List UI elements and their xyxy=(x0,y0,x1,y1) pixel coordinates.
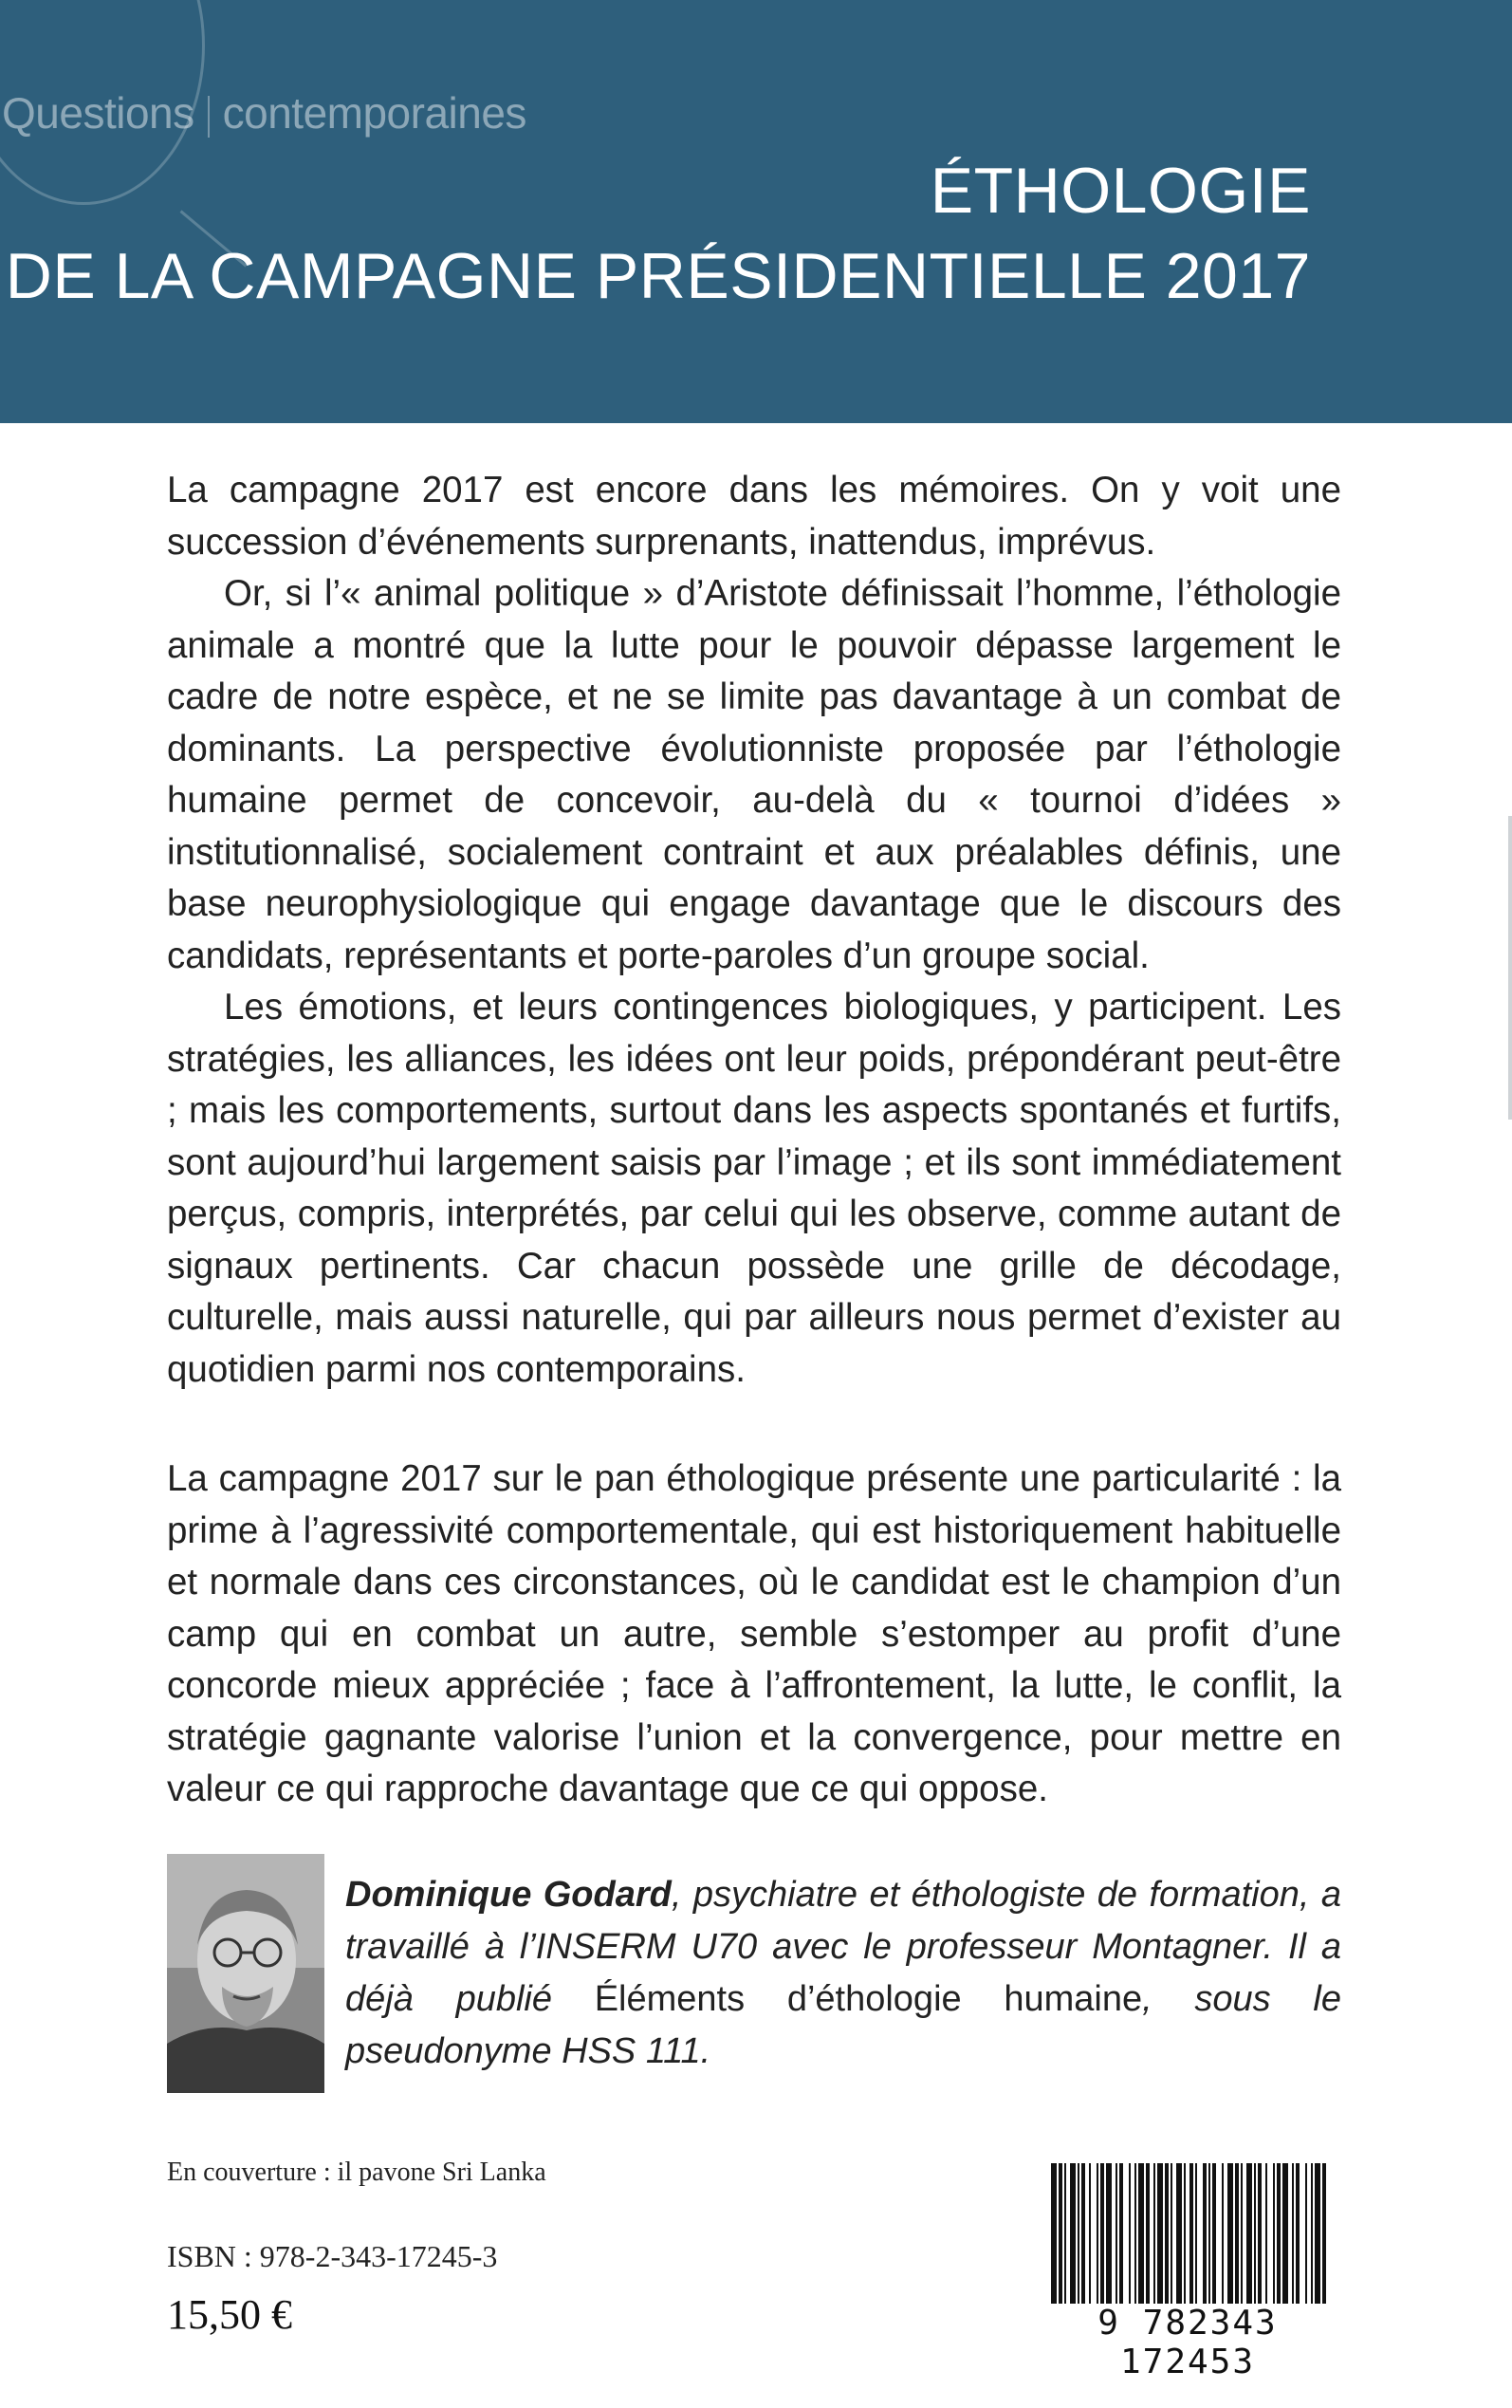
blurb-paragraph-1: La campagne 2017 est encore dans les mémoires. On y voit une succession d’événements surprenants, inattendus, imprévus. xyxy=(167,470,1341,563)
barcode-bar xyxy=(1235,2163,1239,2306)
barcode-bars xyxy=(1045,2163,1330,2306)
barcode-bar xyxy=(1203,2163,1207,2306)
barcode-bar xyxy=(1171,2163,1172,2306)
barcode-bar xyxy=(1116,2163,1117,2306)
barcode-bar xyxy=(1134,2163,1136,2306)
blurb-block-2 xyxy=(167,1454,1341,1816)
author-photo xyxy=(167,1854,324,2093)
barcode-bar xyxy=(1165,2163,1169,2306)
barcode-bar xyxy=(1222,2163,1224,2306)
blurb-paragraph-3: Les émotions, et leurs contingences biologiques, y participent. Les stratégies, les alliances, les idées ont leur poids, prépondérant peut-être ; mais les comportements, surtout dans les aspects spontanés et furtifs, sont aujourd’hui largement saisis par l’image ; et ils sont immédiatement perçus, compris, interprétés, par celui qui les observe, comme autant de signaux pertinents. Car chacun possède une grille de décodage, culturelle, mais aussi naturelle, qui par ailleurs nous permet d’exister au quotidien parmi nos contemporains. xyxy=(167,987,1341,1390)
blurb-paragraph-4: La campagne 2017 sur le pan éthologique présente une particularité : la prime à l’agressivité comportementale, qui est historiquement habituelle et normale dans ces circonstances, où le candidat est le champion d’un camp qui en combat un autre, semble s’estomper au profit d’une concorde mieux appréciée ; face à l’affrontement, la lutte, le conflit, la stratégie gagnante valorise l’union et la convergence, pour mettre en valeur ce qui rapproche davantage que ce qui oppose. xyxy=(167,1458,1341,1809)
barcode-bar xyxy=(1100,2163,1104,2306)
barcode-bar xyxy=(1153,2163,1155,2306)
barcode-bar xyxy=(1119,2163,1123,2306)
book-title-line-1: ÉTHOLOGIE xyxy=(930,155,1311,227)
series-separator xyxy=(208,96,210,138)
blurb-block-1 xyxy=(167,465,1341,1396)
barcode-bar xyxy=(1311,2163,1313,2306)
isbn: ISBN : 978-2-343-17245-3 xyxy=(167,2239,498,2273)
barcode-bar xyxy=(1189,2163,1193,2306)
barcode-bar xyxy=(1265,2163,1267,2306)
barcode-bar xyxy=(1157,2163,1163,2306)
price: 15,50 € xyxy=(167,2291,292,2338)
author-portrait-drawing xyxy=(167,1854,324,2093)
barcode-bar xyxy=(1081,2163,1085,2306)
barcode-bar xyxy=(1282,2163,1288,2306)
barcode-bar xyxy=(1097,2163,1098,2306)
barcode-bar xyxy=(1195,2163,1197,2306)
series-word-2: contemporaines xyxy=(222,88,526,138)
series-name xyxy=(2,87,526,139)
barcode-bar xyxy=(1051,2163,1057,2306)
barcode-bar xyxy=(1184,2163,1186,2306)
cover-credit: En couverture : il pavone Sri Lanka xyxy=(167,2158,546,2187)
barcode-bar xyxy=(1322,2163,1326,2306)
barcode-bar xyxy=(1227,2163,1233,2306)
barcode-bar xyxy=(1241,2163,1243,2306)
barcode-bar xyxy=(1254,2163,1256,2306)
barcode-bar xyxy=(1070,2163,1076,2306)
barcode-bar xyxy=(1246,2163,1252,2306)
barcode-bar xyxy=(1258,2163,1262,2306)
barcode-bar xyxy=(1059,2163,1062,2306)
book-title-line-2: DE LA CAMPAGNE PRÉSIDENTIELLE 2017 xyxy=(5,240,1311,312)
barcode-bar xyxy=(1138,2163,1144,2306)
barcode-bar xyxy=(1106,2163,1112,2306)
barcode-bar xyxy=(1273,2163,1275,2306)
barcode-bar xyxy=(1208,2163,1210,2306)
barcode-bar xyxy=(1296,2163,1300,2306)
barcode-bar xyxy=(1089,2163,1091,2306)
series-word-1: Questions xyxy=(2,88,194,138)
author-bio-text-2: , sous le pseudonyme HSS 111. xyxy=(345,1979,1341,2071)
barcode-bar xyxy=(1305,2163,1307,2306)
author-bio-text-1: , psychiatre et éthologiste de formation, a travaillé à l’INSERM U70 avec le professeur Montagner. Il a déjà publié xyxy=(345,1875,1342,2019)
barcode-number: 9 782343 172453 xyxy=(1036,2304,1339,2381)
barcode-bar xyxy=(1176,2163,1182,2306)
barcode-bar xyxy=(1212,2163,1216,2306)
barcode-bar xyxy=(1064,2163,1066,2306)
barcode-bar xyxy=(1315,2163,1320,2306)
author-bio xyxy=(345,1869,1341,2078)
barcode-bar xyxy=(1146,2163,1150,2306)
barcode-bar xyxy=(1277,2163,1281,2306)
blurb-paragraph-2: Or, si l’« animal politique » d’Aristote définissait l’homme, l’éthologie animale a montré que la lutte pour le pouvoir dépasse largement le cadre de notre espèce, et ne se limite pas davantage à un combat de dominants. La perspective évolutionniste proposée par l’éthologie humaine permet de concevoir, au-delà du « tournoi d’idées » institutionnalisé, socialement contraint et aux préalables définis, une base neurophysiologique qui engage davantage que le discours des candidats, représentants et porte-paroles d’un groupe social. xyxy=(167,573,1341,976)
author-name: Dominique Godard xyxy=(345,1875,672,1915)
page-edge-mark xyxy=(1508,816,1512,1120)
barcode-bar xyxy=(1292,2163,1294,2306)
cover-header-band xyxy=(0,0,1512,423)
barcode-bar xyxy=(1078,2163,1079,2306)
barcode-bar xyxy=(1129,2163,1131,2306)
author-previous-book: Éléments d’éthologie humaine xyxy=(594,1979,1143,2019)
